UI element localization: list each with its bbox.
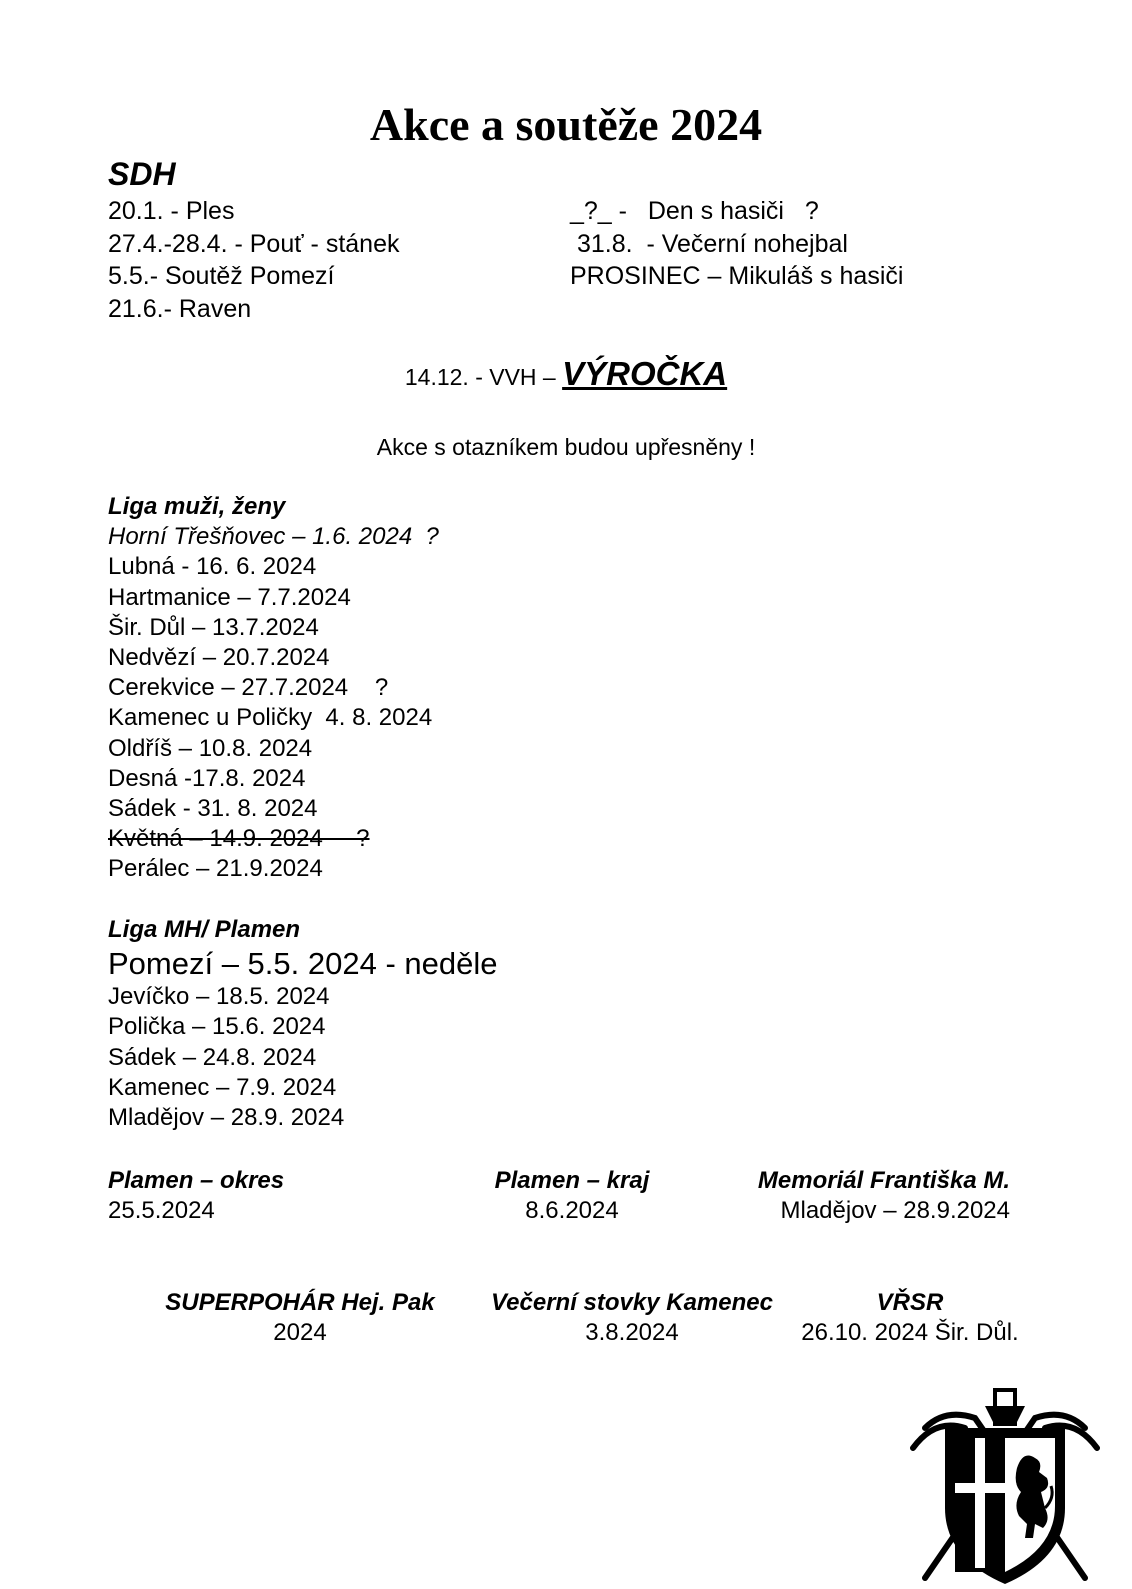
block-heading: SUPERPOHÁR Hej. Pak — [165, 1289, 435, 1316]
sdh-event: 20.1. - Ples — [108, 197, 235, 225]
block-heading: Plamen – okres — [108, 1167, 285, 1194]
block-heading: VŘSR — [876, 1289, 944, 1316]
list-item-text: Květná – 14.9. 2024 ? — [108, 825, 370, 853]
sdh-event: 31.8. - Večerní nohejbal — [570, 229, 848, 258]
list-item: Perálec – 21.9.2024 — [108, 855, 323, 883]
block-value: Mladějov – 28.9.2024 — [780, 1197, 1010, 1224]
block-value: 26.10. 2024 Šir. Důl. — [801, 1319, 1019, 1346]
liga-muzi-section — [108, 492, 439, 885]
page-title: Akce a soutěže 2024 — [369, 99, 763, 150]
list-item: Cerekvice – 27.7.2024 ? — [108, 674, 389, 702]
sdh-left-list — [108, 195, 399, 325]
block-heading: Memoriál Františka M. — [757, 1167, 1010, 1194]
sdh-event: 21.6.- Raven — [108, 294, 252, 323]
featured-item: Pomezí – 5.5. 2024 - neděle — [108, 946, 498, 982]
block-heading: Plamen – kraj — [494, 1167, 650, 1194]
list-item: Oldříš – 10.8. 2024 — [108, 734, 313, 762]
list-item: Desná -17.8. 2024 — [108, 764, 306, 792]
vecerni-stovky-block — [462, 1288, 802, 1348]
list-item: Sádek – 24.8. 2024 — [108, 1043, 317, 1071]
block-value: 25.5.2024 — [108, 1197, 215, 1224]
superpohar-block — [140, 1288, 460, 1348]
sdh-event: 27.4.-28.4. - Pouť - stánek — [108, 229, 400, 258]
list-item: Nedvězí – 20.7.2024 — [108, 644, 330, 672]
sdh-heading: SDH — [108, 156, 176, 192]
list-item: Kamenec – 7.9. 2024 — [108, 1073, 337, 1101]
plamen-okres-block — [108, 1166, 284, 1226]
list-item: Kamenec u Poličky 4. 8. 2024 — [108, 704, 433, 732]
block-value: 3.8.2024 — [585, 1319, 679, 1346]
list-item: Lubná - 16. 6. 2024 — [108, 553, 317, 581]
note-text: Akce s otazníkem budou upřesněny ! — [376, 434, 756, 460]
list-item-struck — [108, 824, 439, 854]
list-item: Mladějov – 28.9. 2024 — [108, 1104, 345, 1132]
list-item: Šir. Důl – 13.7.2024 — [108, 613, 319, 641]
list-item: Jevíčko – 18.5. 2024 — [108, 983, 330, 1011]
vvh-line — [0, 355, 1132, 393]
vvh-prefix: 14.12. - VVH – — [404, 364, 563, 390]
sdh-right-list — [570, 195, 903, 293]
block-value: 2024 — [273, 1319, 327, 1346]
list-item: Hartmanice – 7.7.2024 — [108, 583, 351, 611]
list-item: Sádek - 31. 8. 2024 — [108, 795, 318, 823]
block-heading: Večerní stovky Kamenec — [491, 1289, 773, 1316]
vrsr-block — [770, 1288, 1050, 1348]
liga-mh-section — [108, 915, 497, 1133]
block-value: 8.6.2024 — [525, 1197, 619, 1224]
sdh-event: 5.5.- Soutěž Pomezí — [108, 262, 335, 290]
liga-mh-heading: Liga MH/ Plamen — [108, 916, 301, 943]
list-item: Polička – 15.6. 2024 — [108, 1013, 326, 1041]
plamen-kraj-block — [452, 1166, 692, 1226]
sdh-event: PROSINEC – Mikuláš s hasiči — [570, 262, 904, 290]
vvh-highlight: VÝROČKA — [562, 355, 728, 392]
memorial-block — [758, 1166, 1010, 1226]
list-item: Horní Třešňovec – 1.6. 2024 ? — [108, 523, 439, 551]
liga-muzi-heading: Liga muži, ženy — [108, 493, 286, 520]
firefighter-emblem-icon — [905, 1388, 1105, 1589]
sdh-event: _?_ - Den s hasiči ? — [570, 197, 819, 225]
